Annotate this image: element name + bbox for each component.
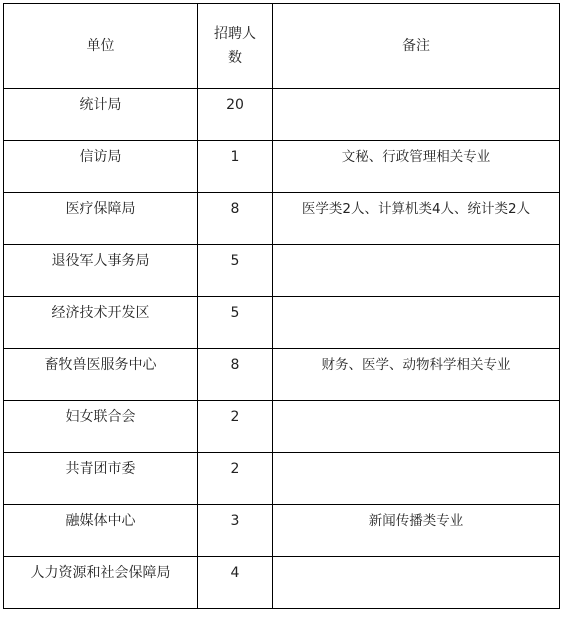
cell-unit: 退役军人事务局 (4, 245, 198, 297)
cell-count: 5 (198, 297, 273, 349)
table-row (4, 557, 560, 609)
cell-count: 3 (198, 505, 273, 557)
cell-count: 2 (198, 401, 273, 453)
cell-count: 4 (198, 557, 273, 609)
cell-count: 5 (198, 245, 273, 297)
cell-unit: 共青团市委 (4, 453, 198, 505)
table-row (4, 193, 560, 245)
header-count (198, 4, 273, 89)
table-row (4, 141, 560, 193)
table-row (4, 453, 560, 505)
header-unit: 单位 (4, 4, 198, 89)
header-count-text: 招聘人数 (214, 26, 256, 66)
recruitment-table (3, 3, 560, 609)
cell-note (273, 557, 560, 609)
table-row (4, 89, 560, 141)
cell-note: 文秘、行政管理相关专业 (273, 141, 560, 193)
cell-note: 新闻传播类专业 (273, 505, 560, 557)
cell-unit: 医疗保障局 (4, 193, 198, 245)
cell-note: 医学类2人、计算机类4人、统计类2人 (273, 193, 560, 245)
cell-note (273, 401, 560, 453)
cell-unit: 畜牧兽医服务中心 (4, 349, 198, 401)
cell-unit: 统计局 (4, 89, 198, 141)
cell-unit: 融媒体中心 (4, 505, 198, 557)
table-body (4, 89, 560, 609)
table-row (4, 297, 560, 349)
cell-unit: 信访局 (4, 141, 198, 193)
cell-note (273, 89, 560, 141)
header-row (4, 4, 560, 89)
cell-count: 2 (198, 453, 273, 505)
table-row (4, 349, 560, 401)
table-row (4, 401, 560, 453)
cell-count: 8 (198, 349, 273, 401)
header-note: 备注 (273, 4, 560, 89)
cell-note: 财务、医学、动物科学相关专业 (273, 349, 560, 401)
cell-unit: 经济技术开发区 (4, 297, 198, 349)
cell-note (273, 245, 560, 297)
cell-note (273, 297, 560, 349)
table-row (4, 505, 560, 557)
cell-count: 8 (198, 193, 273, 245)
cell-unit: 人力资源和社会保障局 (4, 557, 198, 609)
cell-unit: 妇女联合会 (4, 401, 198, 453)
cell-count: 20 (198, 89, 273, 141)
cell-note (273, 453, 560, 505)
table-row (4, 245, 560, 297)
cell-count: 1 (198, 141, 273, 193)
